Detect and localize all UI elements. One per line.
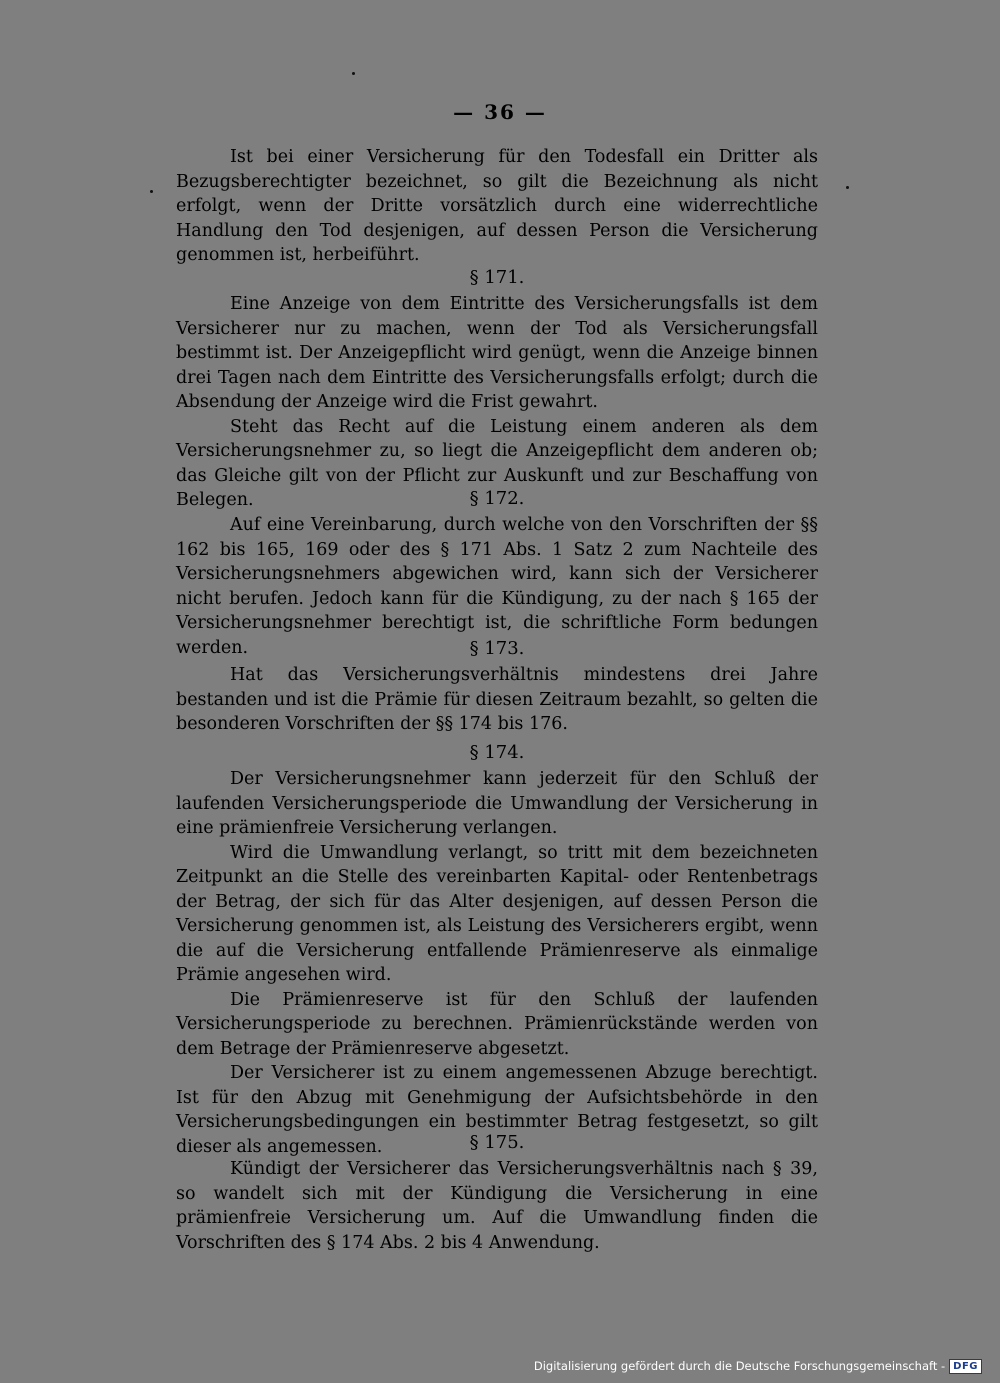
paragraph: Die Prämienreserve ist für den Schluß der laufenden Versicherungsperiode zu berechnen. Prämienrückstände werden von dem Betrage der Prämienreserve abgesetzt. [176,989,818,1059]
section-heading: § 175. [469,1132,525,1153]
section-174 [176,767,818,1159]
section-175 [176,1157,818,1255]
digitization-credit [534,1355,982,1377]
page-number: — 36 — [453,100,547,124]
paragraph: Der Versicherungsnehmer kann jederzeit für den Schluß der laufenden Versicherungsperiode die Umwandlung der Versicherung in eine prämienfreie Versicherung verlangen. [176,769,818,838]
credit-text: Digitalisierung gefördert durch die Deutsche Forschungsgemeinschaft - [533,1359,946,1373]
paragraph: Eine Anzeige von dem Eintritte des Versicherungsfalls ist dem Versicherer nur zu machen, wenn der Tod als Versicherungsfall bestimmt ist. Der Anzeigepflicht wird genügt, wenn die Anzeige binnen drei Tagen nach dem Eintritte des Versicherungsfalls erfolgt; durch die Absendung der Anzeige wird die Frist gewahrt. [176,294,818,412]
section-heading: § 174. [469,742,525,763]
paragraph: Kündigt der Versicherer das Versicherungsverhältnis nach § 39, so wandelt sich mit der Kündigung die Versicherung in eine prämienfreie Versicherung um. Auf die Umwandlung finden die Vorschriften des § 174 Abs. 2 bis 4 Anwendung. [176,1159,818,1253]
paragraph: Ist bei einer Versicherung für den Todesfall ein Dritter als Bezugsberechtigter bezeichnet, so gilt die Bezeichnung als nicht erfolgt, wenn der Dritte vorsätzlich durch eine widerrechtliche Handlung den Tod desjenigen, auf dessen Person die Versicherung genommen ist, herbeiführt. [176,147,818,265]
paragraph: Steht das Recht auf die Leistung einem anderen als dem Versicherungsnehmer zu, so liegt die Anzeigepflicht dem anderen ob; das Gleiche gilt von der Pflicht zur Auskunft und zur Beschaffung von Belegen. [176,416,818,510]
section-heading: § 172. [469,488,525,509]
dfg-logo: DFG [949,1359,982,1374]
paragraph: Auf eine Vereinbarung, durch welche von den Vorschriften der §§ 162 bis 165, 169 oder des § 171 Abs. 1 Satz 2 zum Nachteile des Versicherungsnehmers abgewichen wird, kann sich der Versicherer nicht berufen. Jedoch kann für die Kündigung, zu der nach § 165 der Versicherungsnehmer berechtigt ist, die schriftliche Form bedungen werden. [176,515,818,658]
paragraph: Hat das Versicherungsverhältnis mindestens drei Jahre bestanden und ist die Prämie für diesen Zeitraum bezahlt, so gelten die besonderen Vorschriften der §§ 174 bis 176. [176,665,818,734]
section-intro [176,145,818,268]
scan-speck [352,72,355,75]
scan-speck [150,190,153,193]
section-heading: § 171. [469,267,525,288]
paragraph: Wird die Umwandlung verlangt, so tritt mit dem bezeichneten Zeitpunkt an die Stelle des vereinbarten Kapital- oder Rentenbetrags der Betrag, der sich für das Alter desjenigen, auf dessen Person die Versicherung genommen ist, als Leistung des Versicherers ergibt, wenn die auf die Versicherung entfallende Prämienreserve als einmalige Prämie angesehen wird. [176,842,818,985]
paragraph: Der Versicherer ist zu einem angemessenen Abzuge berechtigt. Ist für den Abzug mit Genehmigung der Aufsichtsbehörde in den Versicherungsbedingungen ein bestimmter Betrag festgesetzt, so gilt dieser als angemessen. [176,1063,818,1157]
section-173 [176,663,818,737]
section-171 [176,292,818,513]
section-heading: § 173. [469,638,525,659]
scan-speck [846,186,849,189]
